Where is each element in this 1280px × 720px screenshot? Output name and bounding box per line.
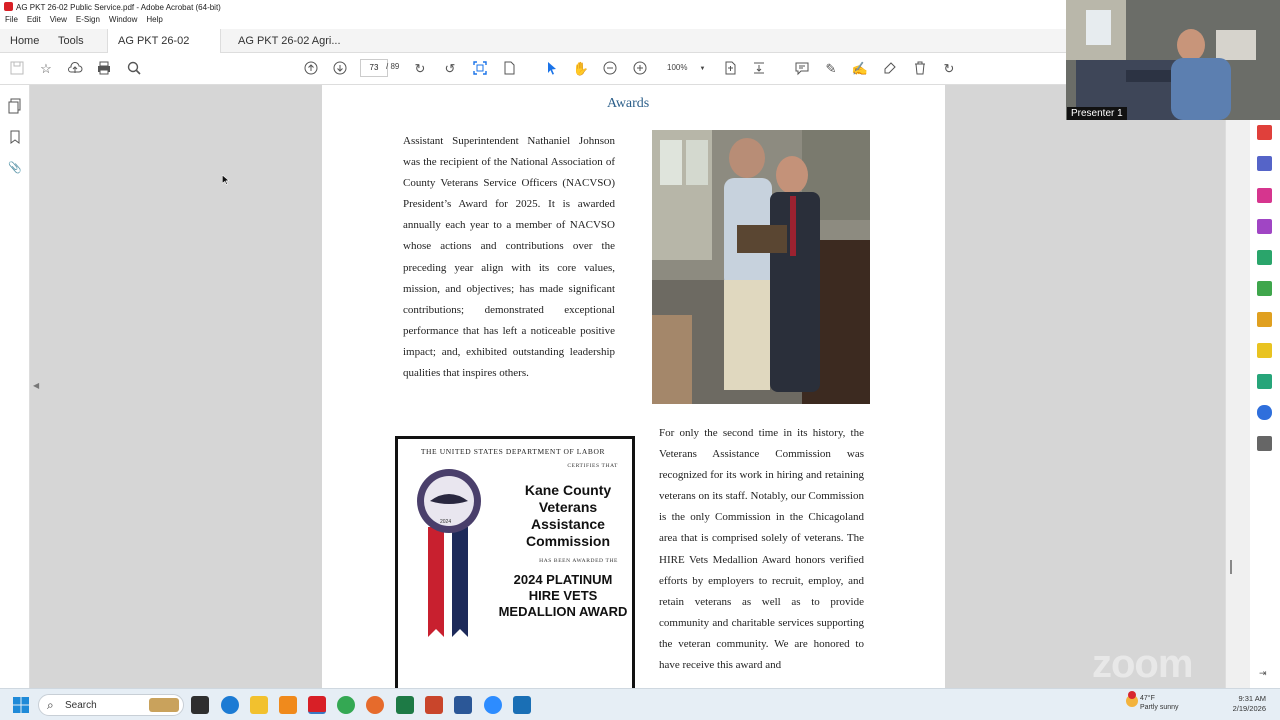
zoom-in-icon[interactable] xyxy=(631,60,649,78)
task-view-icon[interactable] xyxy=(191,696,209,714)
certificate-issuer: THE UNITED STATES DEPARTMENT OF LABOR xyxy=(420,447,606,456)
upload-cloud-icon[interactable] xyxy=(66,60,84,78)
save-icon[interactable] xyxy=(8,60,26,78)
menu-bar xyxy=(0,15,1066,29)
zoom-watermark: zoom xyxy=(1092,642,1193,686)
search-zoom-icon[interactable] xyxy=(125,60,143,78)
excel-icon[interactable] xyxy=(396,696,414,714)
windows-start-icon[interactable] xyxy=(13,697,29,713)
comment-icon[interactable] xyxy=(793,60,811,78)
draw-icon[interactable]: ✍ xyxy=(851,61,869,76)
export-pdf-icon[interactable] xyxy=(1257,125,1272,140)
combine-files-icon[interactable] xyxy=(1257,188,1272,203)
mouse-cursor xyxy=(222,175,230,185)
participant-name-label: Presenter 1 xyxy=(1067,107,1127,120)
page-number-input[interactable]: 73 xyxy=(360,59,388,77)
seal-year: 2024 xyxy=(440,519,452,525)
attachment-icon[interactable]: 📎 xyxy=(8,162,22,174)
scan-ocr-icon[interactable] xyxy=(1257,374,1272,389)
stamp-icon[interactable] xyxy=(881,60,899,78)
previous-page-icon[interactable] xyxy=(302,60,320,78)
delete-icon[interactable] xyxy=(911,60,929,78)
print-icon[interactable] xyxy=(95,60,113,78)
redo-icon[interactable]: ↻ xyxy=(943,61,955,76)
taskbar-search[interactable] xyxy=(38,694,184,716)
zoom-out-icon[interactable] xyxy=(601,60,619,78)
chrome-icon[interactable] xyxy=(337,696,355,714)
zoom-app-icon[interactable] xyxy=(484,696,502,714)
edit-pdf-icon[interactable] xyxy=(1257,219,1272,234)
menu-view[interactable]: View xyxy=(49,15,67,24)
weather-temp: 47°F xyxy=(1140,695,1155,702)
tab-home[interactable]: Home xyxy=(10,35,40,47)
paragraph-hire-vets-award: For only the second time in its history, the Veterans Assistance Commission was recognized for its work in hiring and retaining veterans on its staff. Notably, our Commission is the only Commission in the Chicagoland area that is comprised solely of veterans. The HIRE Vets Medallion Award honors verified efforts by employers to recruit, employ, and retain veterans as well as to provide community and charitable services supporting the veteran community. We are honored to have receive this award and xyxy=(659,427,864,672)
chevron-down-icon: ▼ xyxy=(699,66,706,72)
zoom-select[interactable] xyxy=(662,59,708,77)
rotate-counterclockwise-icon[interactable]: ↺ xyxy=(444,61,456,76)
certificate-recipient: Kane County Veterans Assistance Commission xyxy=(524,482,612,549)
collapse-left-panel-icon[interactable]: ◀ xyxy=(33,381,40,390)
menu-window[interactable]: Window xyxy=(108,15,138,24)
fit-page-icon[interactable] xyxy=(471,60,489,78)
search-icon: ⌕ xyxy=(47,698,54,712)
next-page-icon[interactable] xyxy=(331,60,349,78)
award-photo-image xyxy=(652,130,870,404)
create-pdf-icon[interactable] xyxy=(1257,156,1272,171)
expand-tools-icon[interactable]: ⇥ xyxy=(1259,668,1267,678)
file-explorer-icon[interactable] xyxy=(250,696,268,714)
bookmark-icon[interactable] xyxy=(9,130,21,144)
clock-date: 2/19/2026 xyxy=(1232,704,1266,713)
organize-pages-icon[interactable] xyxy=(1257,281,1272,296)
award-photo xyxy=(652,130,870,404)
main-toolbar xyxy=(0,53,1066,85)
right-pane-strip xyxy=(1225,120,1250,688)
powerpoint-icon[interactable] xyxy=(425,696,443,714)
page-heading: Awards xyxy=(607,96,650,111)
certificate-awarded-label: HAS BEEN AWARDED THE xyxy=(539,558,618,564)
medallion-seal-graphic xyxy=(416,467,486,642)
tab-document-agri[interactable]: AG PKT 26-02 Agri... xyxy=(238,35,341,47)
firefox-icon[interactable] xyxy=(366,696,384,714)
pdf-page xyxy=(322,85,945,688)
window-title: AG PKT 26-02 Public Service.pdf - Adobe Acrobat (64-bit) xyxy=(16,3,221,12)
tab-bar xyxy=(0,29,1066,53)
menu-file[interactable]: File xyxy=(5,15,18,24)
alert-badge-icon xyxy=(1128,691,1136,699)
taskbar-clock[interactable] xyxy=(1222,694,1266,714)
fill-sign-icon[interactable] xyxy=(1257,312,1272,327)
menu-edit[interactable]: Edit xyxy=(26,15,41,24)
presenter-video-frame xyxy=(1066,0,1280,120)
acrobat-app-icon xyxy=(4,2,13,11)
rotate-clockwise-icon[interactable]: ↻ xyxy=(414,61,426,76)
medallion-ribbon-seal xyxy=(416,467,486,642)
vlc-icon[interactable] xyxy=(279,696,297,714)
star-icon[interactable]: ☆ xyxy=(40,61,52,76)
adobe-acrobat-taskbar-icon[interactable] xyxy=(308,696,326,714)
select-cursor-icon[interactable] xyxy=(543,60,561,78)
weather-desc: Partly sunny xyxy=(1140,704,1179,711)
page-fit-icon[interactable] xyxy=(721,60,739,78)
hand-tool-icon[interactable]: ✋ xyxy=(572,61,590,76)
tab-tools[interactable]: Tools xyxy=(58,35,84,47)
word-icon[interactable] xyxy=(454,696,472,714)
page-thumbnails-icon[interactable] xyxy=(8,98,22,114)
paragraph-nacvso-award: Assistant Superintendent Nathaniel Johnson was the recipient of the National Association of County Veterans Service Officers (NACVSO) President’s Award for 2025. It is awarded annually each year to a member of NACVSO whose actions and contributions over the preceding year align with its core values, mission, and objectives; has made significant contributions; demonstrated exceptional performance that has left a noticeable positive impact; and, exhibited outstanding leadership qualities that inspires others. xyxy=(403,135,615,380)
tab-document-public-service[interactable] xyxy=(107,29,221,53)
zoom-level: 100% xyxy=(667,63,688,72)
search-label: Search xyxy=(65,700,97,711)
notes-app-icon[interactable] xyxy=(513,696,531,714)
hire-vets-certificate xyxy=(395,436,635,688)
comment-tool-icon[interactable] xyxy=(1257,343,1272,358)
highlight-pen-icon[interactable]: ✎ xyxy=(825,61,837,76)
menu-help[interactable]: Help xyxy=(146,15,163,24)
weather-widget[interactable] xyxy=(1140,694,1179,712)
protect-icon[interactable] xyxy=(1257,405,1272,420)
edge-browser-icon[interactable] xyxy=(221,696,239,714)
request-esignatures-icon[interactable] xyxy=(1257,250,1272,265)
clock-time: 9:31 AM xyxy=(1238,694,1266,703)
page-total: / 89 xyxy=(386,62,400,71)
windows-taskbar xyxy=(0,688,1280,720)
menu-esign[interactable]: E-Sign xyxy=(75,15,100,24)
left-navigation-rail xyxy=(0,85,30,688)
certificate-award-title: 2024 PLATINUM HIRE VETS MEDALLION AWARD xyxy=(498,572,628,619)
page-view-icon[interactable] xyxy=(500,60,518,78)
right-tools-rail xyxy=(1250,120,1280,688)
more-tools-icon[interactable] xyxy=(1257,436,1272,451)
tab-document-label: AG PKT 26-02 xyxy=(118,35,190,47)
scroll-mode-icon[interactable] xyxy=(750,60,768,78)
window-title-bar xyxy=(0,0,1066,15)
scrollbar-thumb[interactable] xyxy=(1230,560,1232,574)
zoom-video-tile xyxy=(1066,0,1280,120)
search-highlight-icon xyxy=(149,698,179,712)
certificate-certifies: CERTIFIES THAT xyxy=(567,463,618,469)
